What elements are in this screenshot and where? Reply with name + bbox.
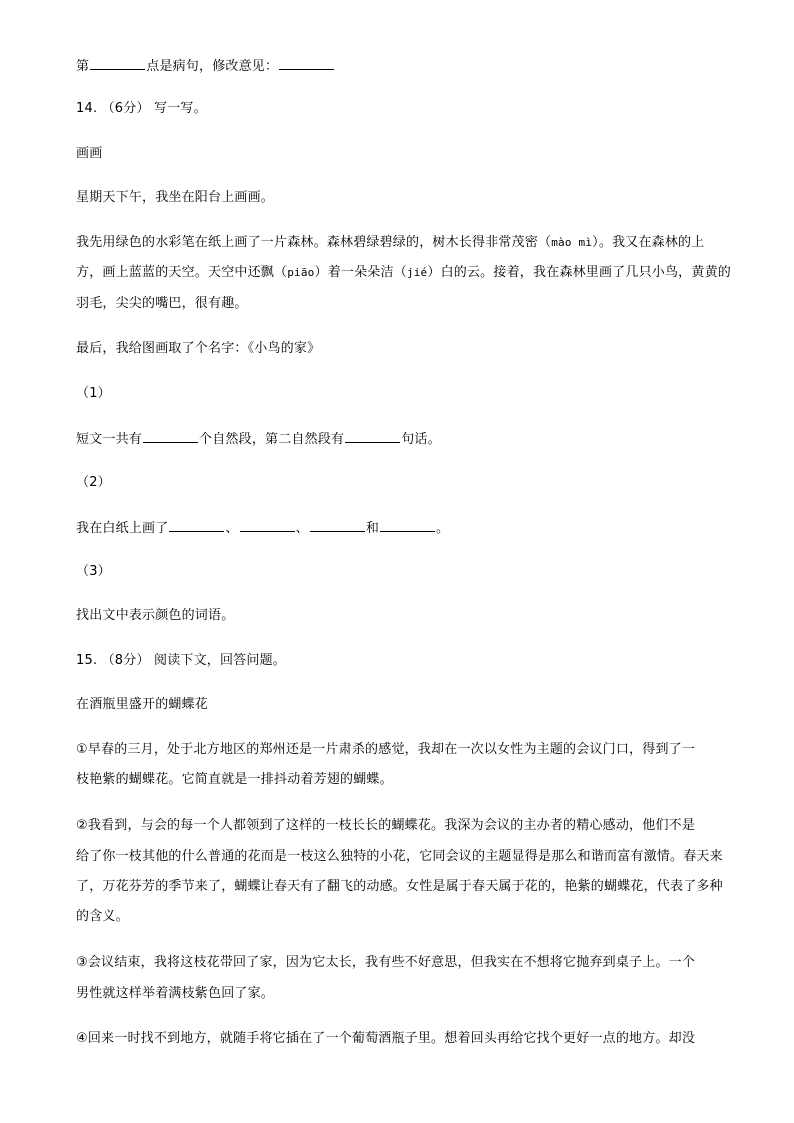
answer-blank[interactable] (143, 430, 198, 443)
passage-title: 画画 (76, 146, 103, 161)
reading-paragraph-2-line-2: 给了你一枝其他的什么普通的花而是一枝这么独特的小花，它同会议的主题显得是那么和谐而富有激情。春天来 (76, 849, 723, 864)
text: 我先用绿色的水彩笔在纸上画了一片森林。森林碧绿碧绿的，树木长得非常茂密（ (76, 235, 552, 250)
text: ）白的云。接着，我在森林里画了几只小鸟，黄黄的 (427, 265, 731, 280)
text: 短文一共有 (76, 432, 143, 447)
pinyin: jié (406, 266, 428, 279)
reading-paragraph-1-line-2: 枝艳紫的蝴蝶花。它简直就是一排抖动着芳翅的蝴蝶。 (76, 772, 393, 787)
sub-question-3: 找出文中表示颜色的词语。 (76, 608, 235, 623)
answer-blank[interactable] (310, 519, 365, 532)
pinyin: piāo (287, 266, 315, 279)
text: 个自然段，第二自然段有 (199, 432, 345, 447)
text: 、 (295, 521, 309, 536)
paragraph-2-line-3: 羽毛，尖尖的嘴巴，很有趣。 (76, 296, 248, 311)
text: 第 (76, 59, 90, 74)
reading-paragraph-4-line-1: ④回来一时找不到地方，就随手将它插在了一个葡萄酒瓶子里。想着回头再给它找个更好一点的地方。却没 (76, 1031, 696, 1046)
sub-question-2 (76, 519, 746, 537)
paragraph-2-line-1 (76, 235, 746, 251)
text: ）。我又在森林的上 (592, 235, 705, 250)
text: 。 (436, 521, 450, 536)
question-13-tail (76, 57, 746, 75)
answer-blank[interactable] (169, 519, 224, 532)
paragraph-2-line-2 (76, 265, 746, 281)
answer-blank[interactable] (90, 57, 145, 70)
pinyin: mào mì (551, 236, 593, 249)
sub-question-3-label: （3） (76, 564, 111, 579)
text: 点是病句，修改意见： (146, 59, 279, 74)
text: 方，画上蓝蓝的天空。天空中还飘（ (76, 265, 288, 280)
paragraph-3: 最后，我给图画取了个名字：《小鸟的家》 (76, 341, 321, 356)
sub-question-1-label: （1） (76, 386, 111, 401)
text: ）着一朵朵洁（ (314, 265, 407, 280)
sub-question-1 (76, 430, 746, 448)
text: 、 (225, 521, 239, 536)
passage-title: 在酒瓶里盛开的蝴蝶花 (76, 697, 209, 712)
reading-paragraph-3-line-2: 男性就这样举着满枝紫色回了家。 (76, 986, 275, 1001)
paragraph-1: 星期天下午，我坐在阳台上画画。 (76, 190, 275, 205)
reading-paragraph-2-line-1: ②我看到，与会的每一个人都领到了这样的一枝长长的蝴蝶花。我深为会议的主办者的精心感动，他们不是 (76, 818, 696, 833)
question-14-heading: 14. （6分） 写一写。 (76, 101, 207, 116)
text: 和 (365, 521, 380, 536)
answer-blank[interactable] (380, 519, 435, 532)
reading-paragraph-2-line-3: 了，万花芬芳的季节来了，蝴蝶让春天有了翻飞的动感。女性是属于春天属于花的，艳紫的蝴蝶花，代表了多种 (76, 879, 723, 894)
reading-paragraph-3-line-1: ③会议结束，我将这枝花带回了家，因为它太长，我有些不好意思，但我实在不想将它抛弃到桌子上。一个 (76, 955, 696, 970)
text: 我在白纸上画了 (76, 521, 169, 536)
question-15-heading: 15. （8分） 阅读下文，回答问题。 (76, 653, 287, 668)
reading-paragraph-1-line-1: ①早春的三月，处于北方地区的郑州还是一片肃杀的感觉，我却在一次以女性为主题的会议门口，得到了一 (76, 742, 696, 757)
sub-question-2-label: （2） (76, 475, 111, 490)
answer-blank[interactable] (279, 57, 334, 70)
answer-blank[interactable] (345, 430, 400, 443)
reading-paragraph-2-line-4: 的含义。 (76, 909, 129, 924)
text: 句话。 (401, 432, 441, 447)
answer-blank[interactable] (240, 519, 295, 532)
